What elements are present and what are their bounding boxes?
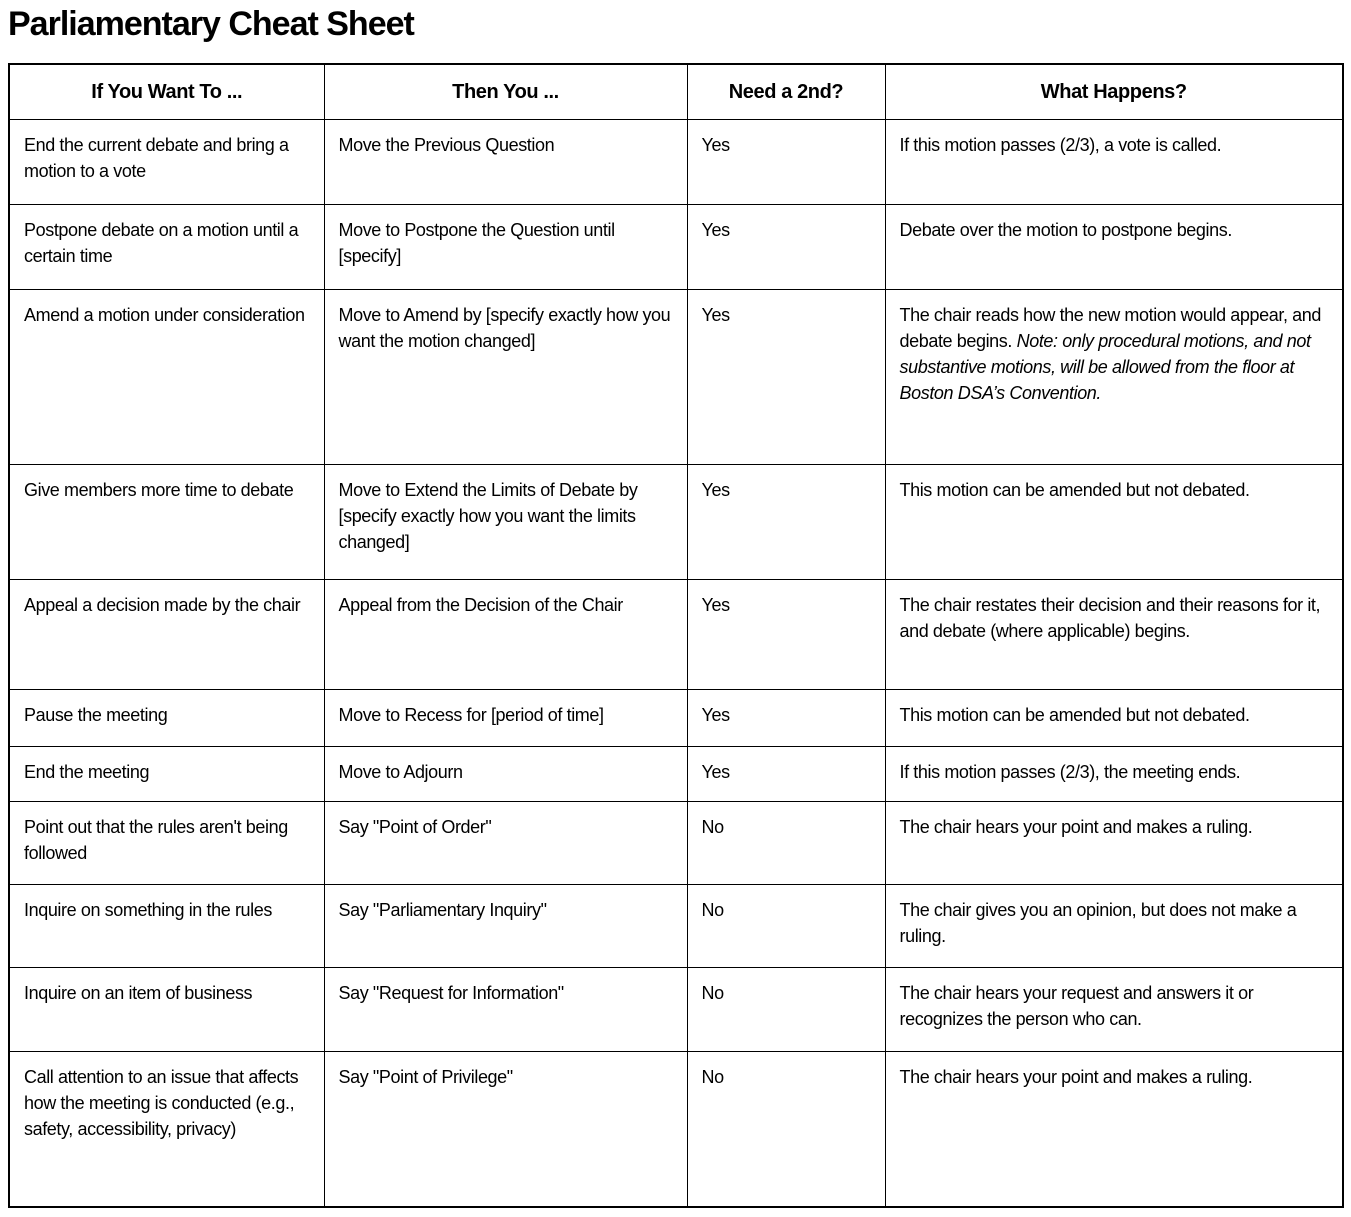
table-row [9, 289, 1343, 464]
cell-want: Call attention to an issue that affects how the meeting is conducted (e.g., safety, accessibility, privacy) [9, 1051, 324, 1207]
cell-want: Pause the meeting [9, 689, 324, 746]
header-if-you-want-to: If You Want To ... [9, 64, 324, 119]
header-need-a-2nd: Need a 2nd? [687, 64, 885, 119]
table-row [9, 1051, 1343, 1207]
cell-happens [885, 579, 1343, 689]
cell-want: Appeal a decision made by the chair [9, 579, 324, 689]
cell-then: Say "Request for Information" [324, 967, 687, 1051]
happens-text: The chair restates their decision and their reasons for it, and debate (where applicable) begins. [899, 594, 1321, 641]
table-row [9, 579, 1343, 689]
cell-want: End the current debate and bring a motion to a vote [9, 119, 324, 204]
cell-second: Yes [687, 746, 885, 801]
cell-second: Yes [687, 464, 885, 579]
page-title: Parliamentary Cheat Sheet [8, 5, 414, 43]
cell-then: Say "Parliamentary Inquiry" [324, 884, 687, 967]
happens-text: This motion can be amended but not debated. [899, 704, 1250, 725]
cell-second: No [687, 884, 885, 967]
cell-happens [885, 884, 1343, 967]
cell-second: Yes [687, 204, 885, 289]
cell-happens [885, 967, 1343, 1051]
cell-want: Inquire on an item of business [9, 967, 324, 1051]
happens-text: The chair hears your point and makes a ruling. [899, 816, 1253, 837]
cell-want: Amend a motion under consideration [9, 289, 324, 464]
cell-want: Inquire on something in the rules [9, 884, 324, 967]
table-row [9, 746, 1343, 801]
happens-text: If this motion passes (2/3), the meeting ends. [899, 761, 1241, 782]
table-row [9, 689, 1343, 746]
cell-then: Move to Adjourn [324, 746, 687, 801]
cell-happens [885, 801, 1343, 884]
cell-then: Move to Amend by [specify exactly how you want the motion changed] [324, 289, 687, 464]
cell-then: Say "Point of Privilege" [324, 1051, 687, 1207]
cell-then: Say "Point of Order" [324, 801, 687, 884]
happens-text: The chair reads how the new motion would appear, and debate begins. [899, 304, 1321, 351]
cell-happens [885, 746, 1343, 801]
table-row [9, 884, 1343, 967]
cell-happens [885, 464, 1343, 579]
cell-then: Move to Postpone the Question until [specify] [324, 204, 687, 289]
cell-happens [885, 289, 1343, 464]
cell-second: No [687, 1051, 885, 1207]
happens-text: This motion can be amended but not debated. [899, 479, 1250, 500]
happens-text: The chair gives you an opinion, but does not make a ruling. [899, 899, 1297, 946]
happens-text: Debate over the motion to postpone begins. [899, 219, 1232, 240]
cell-then: Appeal from the Decision of the Chair [324, 579, 687, 689]
happens-text: The chair hears your point and makes a ruling. [899, 1066, 1253, 1087]
cell-happens [885, 119, 1343, 204]
cell-then: Move to Extend the Limits of Debate by [specify exactly how you want the limits changed] [324, 464, 687, 579]
table-row [9, 204, 1343, 289]
cell-second: No [687, 801, 885, 884]
cell-second: Yes [687, 689, 885, 746]
cell-want: Give members more time to debate [9, 464, 324, 579]
header-then-you: Then You ... [324, 64, 687, 119]
cell-want: Point out that the rules aren't being followed [9, 801, 324, 884]
cell-then: Move the Previous Question [324, 119, 687, 204]
happens-text: The chair hears your request and answers it or recognizes the person who can. [899, 982, 1254, 1029]
cell-second: Yes [687, 289, 885, 464]
cell-happens [885, 204, 1343, 289]
table-row [9, 464, 1343, 579]
header-what-happens: What Happens? [885, 64, 1343, 119]
parliamentary-cheat-sheet-table [8, 63, 1344, 1208]
cell-happens [885, 1051, 1343, 1207]
cell-want: End the meeting [9, 746, 324, 801]
cell-second: Yes [687, 579, 885, 689]
cell-second: Yes [687, 119, 885, 204]
table-row [9, 967, 1343, 1051]
table-header-row [9, 64, 1343, 119]
cell-happens [885, 689, 1343, 746]
cell-then: Move to Recess for [period of time] [324, 689, 687, 746]
table-row [9, 119, 1343, 204]
cell-want: Postpone debate on a motion until a certain time [9, 204, 324, 289]
cell-second: No [687, 967, 885, 1051]
happens-text: If this motion passes (2/3), a vote is called. [899, 134, 1222, 155]
table-row [9, 801, 1343, 884]
happens-note: Note: only procedural motions, and not substantive motions, will be allowed from the floor at Boston DSA’s Convention. [899, 330, 1311, 404]
